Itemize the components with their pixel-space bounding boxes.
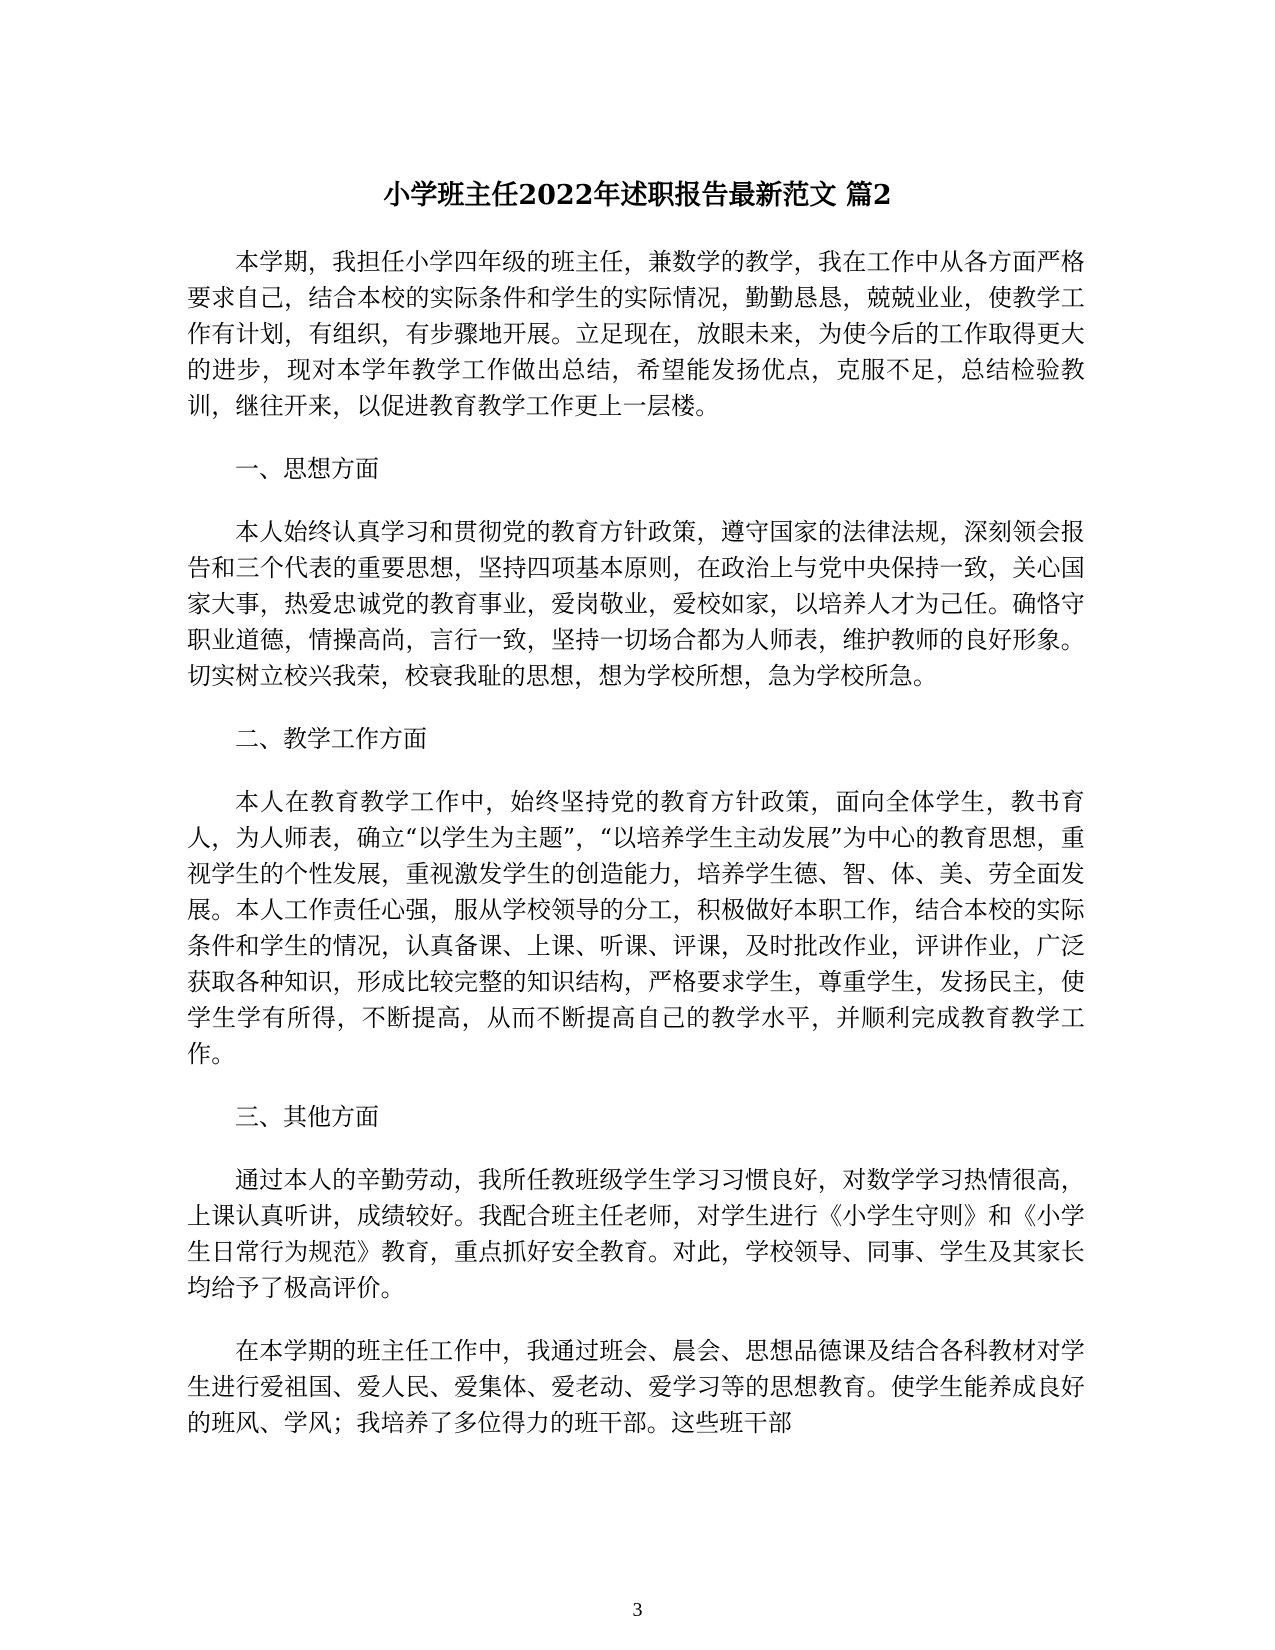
document-title: 小学班主任2022年述职报告最新范文 篇2 xyxy=(383,180,892,211)
section-heading-thought: 一、思想方面 xyxy=(235,455,379,483)
page-number: 3 xyxy=(632,1599,643,1621)
other-paragraph: 通过本人的辛勤劳动，我所任教班级学生学习习惯良好，对数学学习热情很高，上课认真听讲，成绩较好。我配合班主任老师，对学生进行《小学生守则》和《小学生日常行为规范》教育，重点抓好安全教育。对此，学校领导、同事、学生及其家长均给予了极高评价。 xyxy=(187,1166,1085,1302)
class-work-paragraph: 在本学期的班主任工作中，我通过班会、晨会、思想品德课及结合各科教材对学生进行爱祖国、爱人民、爱集体、爱老动、爱学习等的思想教育。使学生能养成良好的班风、学风；我培养了多位得力的班干部。这些班干部 xyxy=(187,1337,1085,1437)
document-body xyxy=(187,244,1085,1468)
section-heading-teaching: 二、教学工作方面 xyxy=(235,725,427,753)
section-heading-other: 三、其他方面 xyxy=(235,1103,379,1131)
teaching-paragraph: 本人在教育教学工作中，始终坚持党的教育方针政策，面向全体学生，教书育人，为人师表，确立“以学生为主题”，“以培养学生主动发展”为中心的教育思想，重视学生的个性发展，重视激发学生的创造能力，培养学生德、智、体、美、劳全面发展。本人工作责任心强，服从学校领导的分工，积极做好本职工作，结合本校的实际条件和学生的情况，认真备课、上课、听课、评课，及时批改作业，评讲作业，广泛获取各种知识，形成比较完整的知识结构，严格要求学生，尊重学生，发扬民主，使学生学有所得，不断提高，从而不断提高自己的教学水平，并顺利完成教育教学工作。 xyxy=(187,788,1085,1068)
thought-paragraph: 本人始终认真学习和贯彻党的教育方针政策，遵守国家的法律法规，深刻领会报告和三个代表的重要思想，坚持四项基本原则，在政治上与党中央保持一致，关心国家大事，热爱忠诚党的教育事业，爱岗敬业，爱校如家，以培养人才为己任。确恪守职业道德，情操高尚，言行一致，坚持一切场合都为人师表，维护教师的良好形象。切实树立校兴我荣，校衰我耻的思想，想为学校所想，急为学校所急。 xyxy=(187,518,1085,690)
intro-paragraph: 本学期，我担任小学四年级的班主任，兼数学的教学，我在工作中从各方面严格要求自己，结合本校的实际条件和学生的实际情况，勤勤恳恳，兢兢业业，使教学工作有计划，有组织，有步骤地开展。立足现在，放眼未来，为使今后的工作取得更大的进步，现对本学年教学工作做出总结，希望能发扬优点，克服不足，总结检验教训，继往开来，以促进教育教学工作更上一层楼。 xyxy=(187,248,1085,420)
